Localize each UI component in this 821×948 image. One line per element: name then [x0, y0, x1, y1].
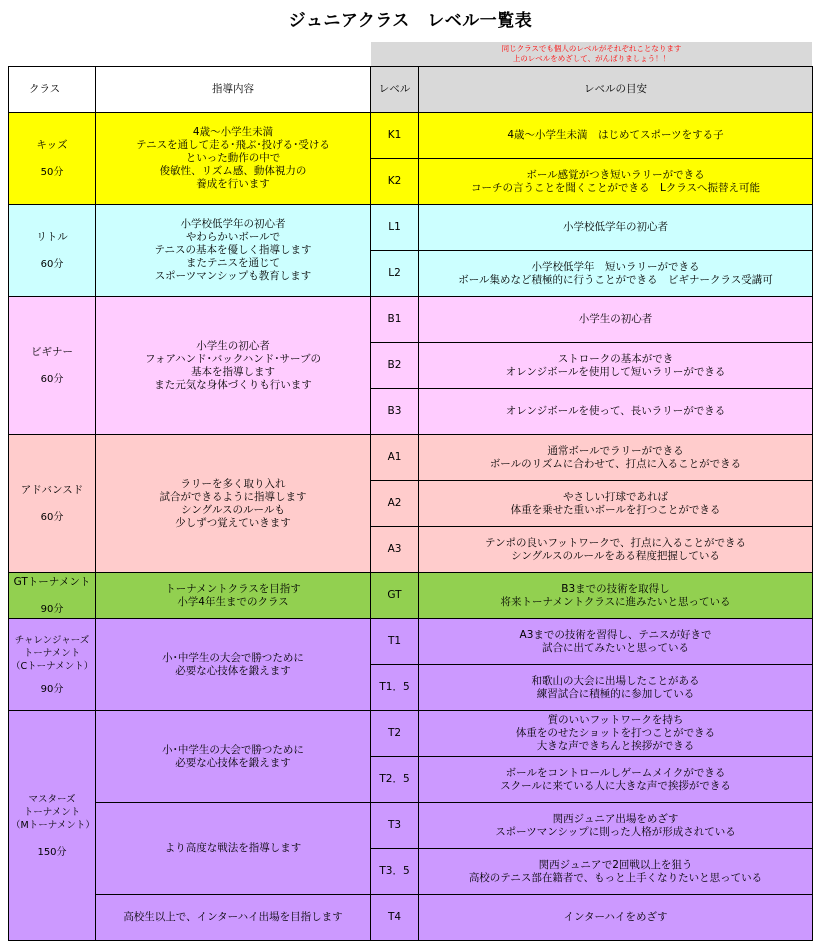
level-code: GT: [371, 573, 419, 619]
class-cell-kids: [9, 113, 96, 205]
level-guide: 関西ジュニアで2回戦以上を狙う 高校のテニス部在籍者で、もっと上手くなりたいと思っている: [419, 849, 813, 895]
class-cell-advanced: [9, 435, 96, 573]
class-cell-little: [9, 205, 96, 297]
level-code: A3: [371, 527, 419, 573]
level-code: B3: [371, 389, 419, 435]
content-cell: ラリーを多く取り入れ 試合ができるように指導します シングルスのルールも 少しずつ覚えていきます: [96, 435, 371, 573]
level-guide: やさしい打球であれば 体重を乗せた重いボールを打つことができる: [419, 481, 813, 527]
page-title: ジュニアクラス レベル一覧表: [288, 11, 533, 31]
class-name: チャレンジャーズ トーナメント （Cトーナメント）: [11, 634, 94, 672]
class-duration: 90分: [40, 603, 64, 615]
level-code: T4: [371, 895, 419, 941]
table-row: [9, 573, 813, 619]
class-cell-gt: [9, 573, 96, 619]
level-guide: 4歳～小学生未満 はじめてスポーツをする子: [419, 113, 813, 159]
level-code: B2: [371, 343, 419, 389]
level-guide: インターハイをめざす: [419, 895, 813, 941]
header-row: [9, 67, 813, 113]
class-name: マスターズ トーナメント （Mトーナメント）: [11, 793, 95, 831]
class-duration: 50分: [40, 166, 64, 178]
level-guide: 小学校低学年 短いラリーができる ボール集めなど積極的に行うことができる ビギナークラス受講可: [419, 251, 813, 297]
header-content: 指導内容: [96, 67, 371, 113]
encouragement-note: [371, 42, 812, 66]
level-code: L1: [371, 205, 419, 251]
class-duration: 60分: [40, 511, 64, 523]
table-row: [9, 711, 813, 757]
table-row: [9, 297, 813, 343]
level-code: A1: [371, 435, 419, 481]
class-duration: 60分: [40, 373, 64, 385]
content-cell: 4歳～小学生未満 テニスを通して走る･飛ぶ･投げる･受ける といった動作の中で 俊敏性、リズム感、動体視力の 養成を行います: [96, 113, 371, 205]
level-guide: 小学校低学年の初心者: [419, 205, 813, 251]
level-code: A2: [371, 481, 419, 527]
class-name: GTトーナメント: [13, 575, 91, 588]
class-cell-masters: [9, 711, 96, 941]
level-guide: 小学生の初心者: [419, 297, 813, 343]
level-code: B1: [371, 297, 419, 343]
level-code: L2: [371, 251, 419, 297]
table-row: [9, 113, 813, 159]
content-cell: 高校生以上で、インターハイ出場を目指します: [96, 895, 371, 941]
level-guide: 質のいいフットワークを持ち 体重をのせたショットを打つことができる 大きな声できちんと挨拶ができる: [419, 711, 813, 757]
level-guide: 通常ボールでラリーができる ボールのリズムに合わせて、打点に入ることができる: [419, 435, 813, 481]
class-duration: 60分: [40, 258, 64, 270]
content-cell: より高度な戦法を指導します: [96, 803, 371, 895]
level-table: [8, 66, 813, 941]
class-duration: 150分: [37, 846, 67, 858]
level-code: T3: [371, 803, 419, 849]
level-code: T3．5: [371, 849, 419, 895]
class-cell-challengers: [9, 619, 96, 711]
content-cell: 小学校低学年の初心者 やわらかいボールで テニスの基本を優しく指導します またテニスを通じて スポーツマンシップも教育します: [96, 205, 371, 297]
table-row: [9, 895, 813, 941]
level-code: K1: [371, 113, 419, 159]
content-cell: 小･中学生の大会で勝つために 必要な心技体を鍛えます: [96, 619, 371, 711]
class-name: アドバンスド: [20, 483, 84, 496]
level-code: T1: [371, 619, 419, 665]
level-code: T2．5: [371, 757, 419, 803]
class-name: キッズ: [36, 138, 68, 151]
level-code: K2: [371, 159, 419, 205]
level-guide: テンポの良いフットワークで、打点に入ることができる シングルスのルールをある程度把握している: [419, 527, 813, 573]
level-guide: 和歌山の大会に出場したことがある 練習試合に積極的に参加している: [419, 665, 813, 711]
level-guide: A3までの技術を習得し、テニスが好きで 試合に出てみたいと思っている: [419, 619, 813, 665]
content-cell: 小学生の初心者 フォアハンド･バックハンド･サーブの 基本を指導します また元気な身体づくりも行います: [96, 297, 371, 435]
header-class: クラス: [9, 67, 96, 113]
table-row: [9, 803, 813, 849]
class-cell-beginner: [9, 297, 96, 435]
level-guide: オレンジボールを使って、長いラリーができる: [419, 389, 813, 435]
note-line-2: 上のレベルをめざして、がんばりましょう！！: [512, 54, 671, 63]
level-guide: B3までの技術を取得し 将来トーナメントクラスに進みたいと思っている: [419, 573, 813, 619]
header-level: レベル: [371, 67, 419, 113]
class-duration: 90分: [40, 683, 64, 695]
table-row: [9, 205, 813, 251]
level-guide: ボール感覚がつき短いラリーができる コーチの言うことを聞くことができる Lクラスへ振替え可能: [419, 159, 813, 205]
header-guide: レベルの目安: [419, 67, 813, 113]
level-guide: ボールをコントロールしゲームメイクができる スクールに来ている人に大きな声で挨拶ができる: [419, 757, 813, 803]
content-cell: トーナメントクラスを目指す 小学4年生までのクラス: [96, 573, 371, 619]
content-cell: 小･中学生の大会で勝つために 必要な心技体を鍛えます: [96, 711, 371, 803]
note-line-1: 同じクラスでも個人のレベルがそれぞれことなります: [501, 44, 682, 53]
class-name: ビギナー: [31, 345, 73, 358]
level-code: T2: [371, 711, 419, 757]
level-guide: 関西ジュニア出場をめざす スポーツマンシップに則った人格が形成されている: [419, 803, 813, 849]
level-guide: ストロークの基本ができ オレンジボールを使用して短いラリーができる: [419, 343, 813, 389]
table-row: [9, 435, 813, 481]
class-name: リトル: [36, 230, 68, 243]
level-code: T1．5: [371, 665, 419, 711]
table-row: [9, 619, 813, 665]
